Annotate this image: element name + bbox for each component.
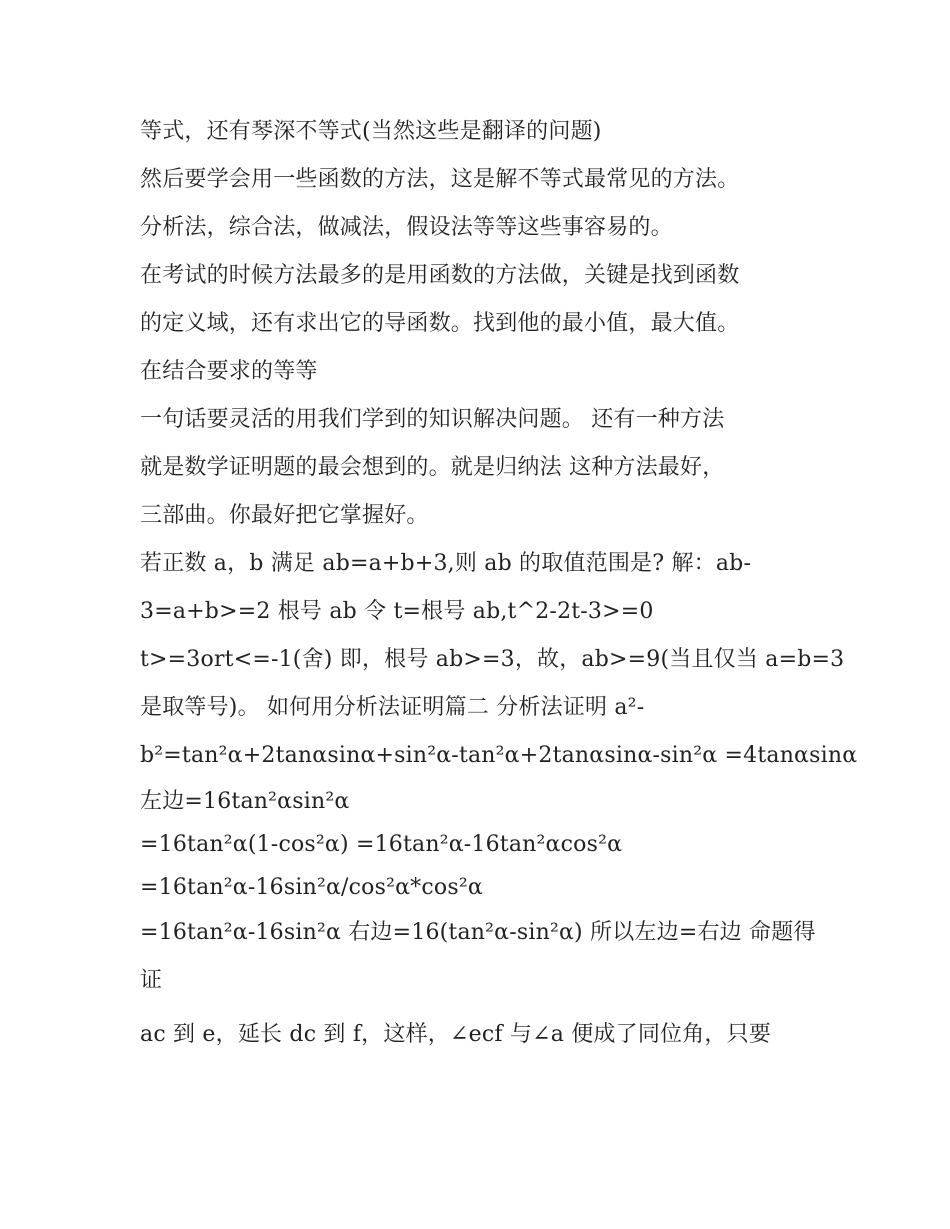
text-line: 左边=16tan²αsin²α	[140, 789, 350, 814]
text-line: =16tan²α-16sin²α/cos²α*cos²α	[140, 875, 483, 900]
text-line: 在考试的时候方法最多的是用函数的方法做，关键是找到函数	[140, 263, 740, 288]
text-line: =16tan²α-16sin²α 右边=16(tan²α-sin²α) 所以左边=右边 命题得	[140, 920, 816, 945]
text-line: b²=tan²α+2tanαsinα+sin²α-tan²α+2tanαsinα-sin²α =4tanαsinα	[140, 743, 858, 768]
text-line: 是取等号)。 如何用分析法证明篇二 分析法证明 a²-	[140, 695, 645, 720]
text-line: 三部曲。你最好把它掌握好。	[140, 503, 429, 528]
text-line: 分析法，综合法，做减法，假设法等等这些事容易的。	[140, 215, 673, 240]
text-line: ac 到 e，延长 dc 到 f，这样，∠ecf 与∠a 便成了同位角，只要	[140, 1022, 772, 1047]
text-line: 等式，还有琴深不等式(当然这些是翻译的问题)	[140, 119, 602, 144]
text-line: 的定义域，还有求出它的导函数。找到他的最小值，最大值。	[140, 311, 740, 336]
text-line: 若正数 a，b 满足 ab=a+b+3,则 ab 的取值范围是? 解：ab-	[140, 551, 752, 576]
text-line: 证	[140, 968, 163, 993]
body-text	[140, 108, 858, 1059]
text-line: 就是数学证明题的最会想到的。就是归纳法 这种方法最好，	[140, 455, 725, 480]
text-line: 一句话要灵活的用我们学到的知识解决问题。 还有一种方法	[140, 407, 725, 432]
text-line: 然后要学会用一些函数的方法，这是解不等式最常见的方法。	[140, 167, 740, 192]
text-line: 在结合要求的等等	[140, 359, 318, 384]
text-line: 3=a+b>=2 根号 ab 令 t=根号 ab,t^2-2t-3>=0	[140, 599, 654, 624]
text-line: =16tan²α(1-cos²α) =16tan²α-16tan²αcos²α	[140, 832, 623, 857]
text-line: t>=3ort<=-1(舍) 即，根号 ab>=3，故，ab>=9(当且仅当 a=b=3	[140, 647, 845, 672]
